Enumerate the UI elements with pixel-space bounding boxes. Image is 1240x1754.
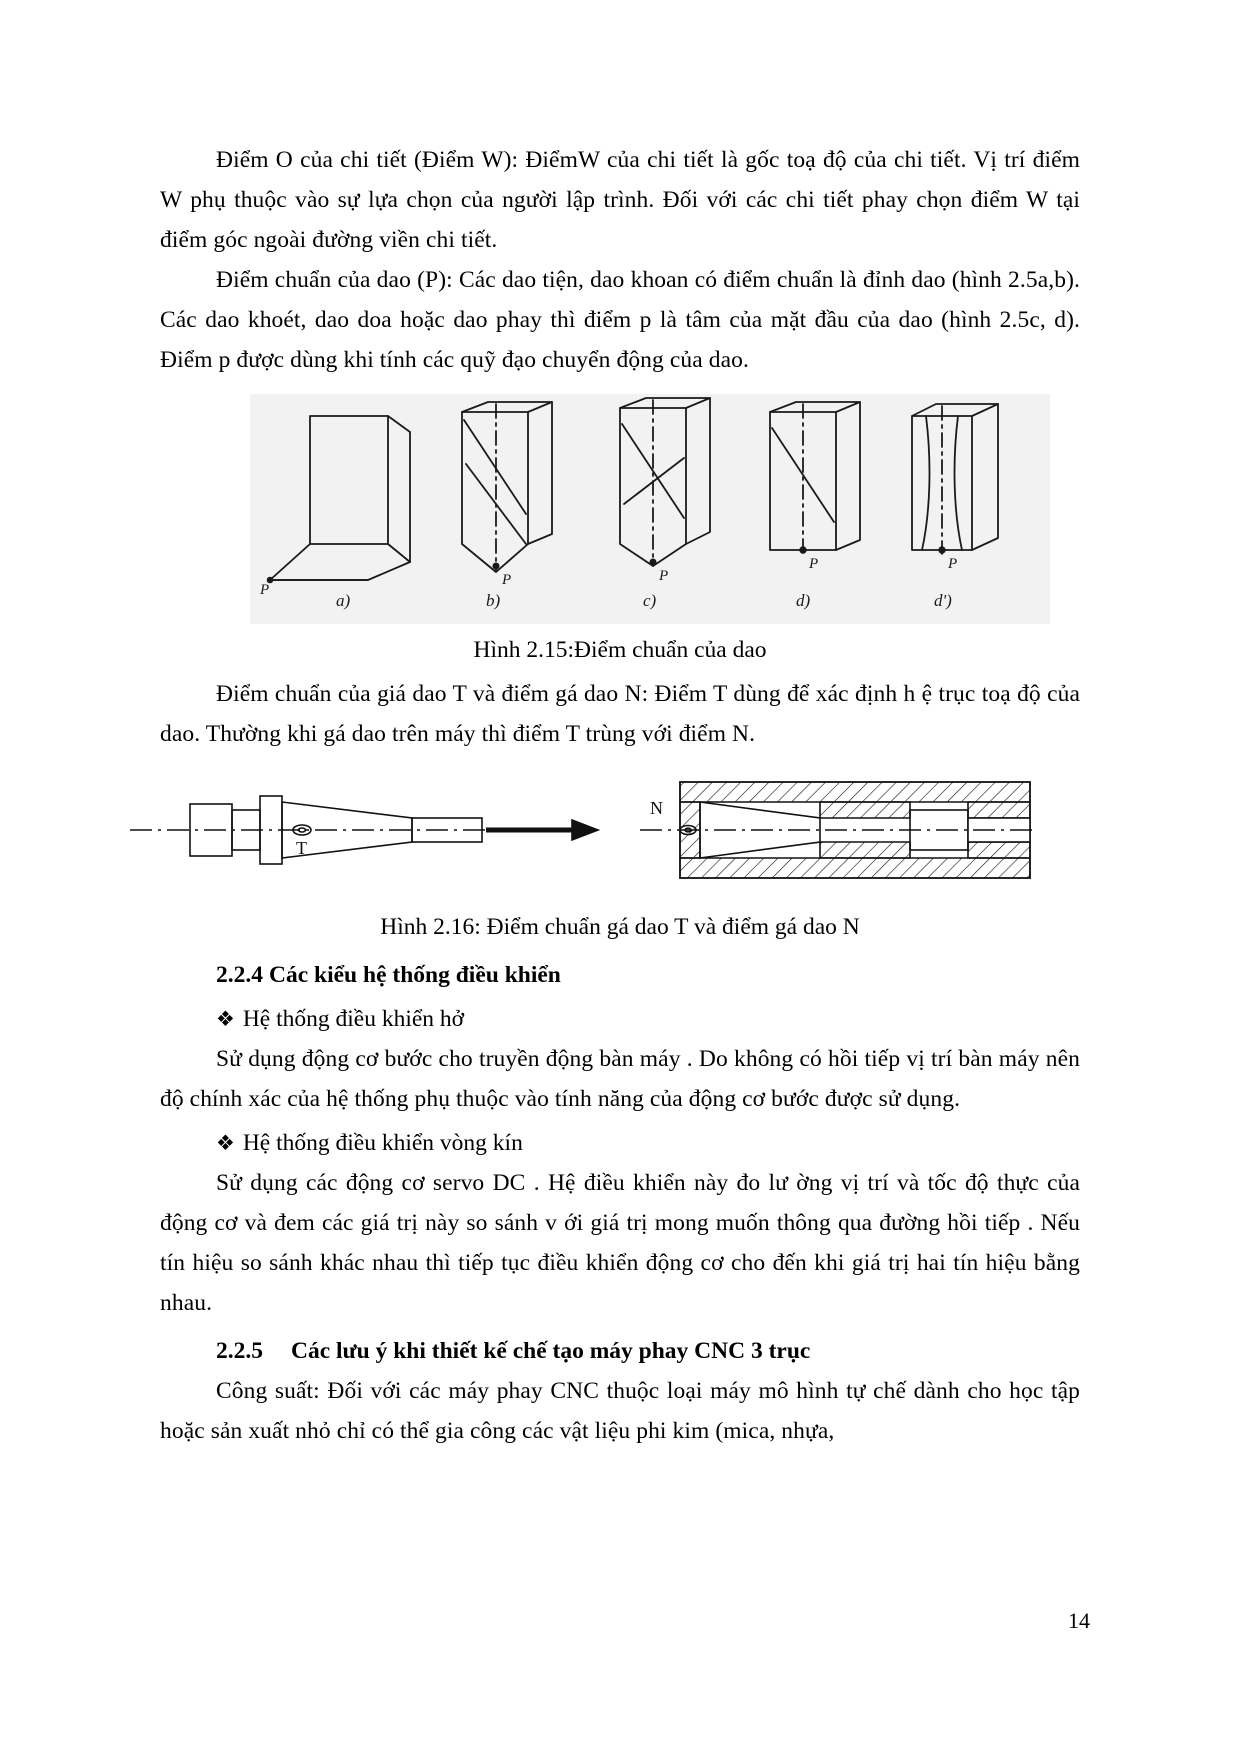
figure-2-15-point-label: P — [502, 572, 512, 588]
figure-2-15-caption: Hình 2.15:Điểm chuẩn của dao — [473, 637, 767, 663]
figure-2-15-point-label: P — [948, 556, 958, 572]
figure-2-15 — [250, 394, 1050, 624]
bullet-closed-loop-text: Hệ thống điều khiển vòng kín — [242, 1130, 523, 1156]
figure-2-15-label-d-prime: d') — [934, 591, 952, 610]
figure-2-16-caption: Hình 2.16: Điểm chuẩn gá dao T và điểm gá dao N — [380, 914, 860, 940]
figure-2-15-label-a: a) — [336, 591, 351, 610]
figure-2-15-label-c: c) — [643, 591, 657, 610]
heading-2-2-4 — [160, 955, 1080, 995]
paragraph-2: Điểm chuẩn của dao (P): Các dao tiện, dao khoan có điểm chuẩn là đỉnh dao (hình 2.5a,b). Các dao khoét, dao doa hoặc dao phay thì điểm p là tâm của mặt đầu của dao (hình 2.5c, d). Điểm p được dùng khi tính các quỹ đạo chuyển động của dao. — [160, 267, 1080, 373]
figure-2-15-label-b: b) — [486, 591, 501, 610]
bullet-closed-loop — [160, 1123, 1080, 1163]
paragraph-4: Sử dụng động cơ bước cho truyền động bàn máy . Do không có hồi tiếp vị trí bàn máy nên độ chính xác của hệ thống phụ thuộc vào tính năng của động cơ bước được sử dụng. — [160, 1046, 1080, 1112]
paragraph-1: Điểm O của chi tiết (Điểm W): ĐiểmW của chi tiết là gốc toạ độ của chi tiết. Vị trí điểm W phụ thuộc vào sự lựa chọn của người lập trình. Đối với các chi tiết phay chọn điểm W tại điểm góc ngoài đường viền chi tiết. — [160, 147, 1080, 253]
bullet-open-loop-text: Hệ thống điều khiển hở — [242, 1006, 465, 1032]
heading-2-2-4-text: Các kiểu hệ thống điều khiển — [269, 962, 561, 988]
heading-2-2-5-text: Các lưu ý khi thiết kế chế tạo máy phay CNC 3 trục — [291, 1338, 811, 1364]
paragraph-3: Điểm chuẩn của giá dao T và điểm gá dao N: Điểm T dùng để xác định h ệ trục toạ độ của dao. Thường khi gá dao trên máy thì điểm T trùng với điểm N. — [160, 681, 1080, 747]
page-content — [160, 140, 1080, 1451]
figure-2-15-label-d: d) — [796, 591, 811, 610]
heading-2-2-4-number: 2.2.4 — [216, 962, 263, 988]
diamond-bullet-icon: ❖ — [216, 1007, 235, 1031]
bullet-open-loop — [160, 999, 1080, 1039]
page-number: 14 — [1068, 1608, 1090, 1633]
figure-2-15-point-label: P — [809, 556, 819, 572]
figure-2-16-label-n: N — [650, 798, 663, 818]
figure-2-15-point-label: P — [260, 582, 270, 598]
heading-2-2-5-number: 2.2.5 — [216, 1338, 263, 1364]
paragraph-5: Sử dụng các động cơ servo DC . Hệ điều khiển này đo lư ờng vị trí và tốc độ thực của động cơ và đem các giá trị này so sánh v ới giá trị mong muốn thông qua đường hồi tiếp . Nếu tín hiệu so sánh khác nhau thì tiếp tục điều khiển động cơ cho đến khi giá trị hai tín hiệu bằng nhau. — [160, 1170, 1080, 1316]
figure-2-16-label-t: T — [296, 838, 307, 858]
paragraph-6: Công suất: Đối với các máy phay CNC thuộc loại máy mô hình tự chế dành cho học tập hoặc sản xuất nhỏ chỉ có thể gia công các vật liệu phi kim (mica, nhựa, — [160, 1378, 1080, 1444]
figure-2-16 — [120, 766, 1040, 901]
figure-2-15-point-label: P — [659, 568, 669, 584]
diamond-bullet-icon: ❖ — [216, 1131, 235, 1155]
heading-2-2-5 — [160, 1331, 1080, 1371]
